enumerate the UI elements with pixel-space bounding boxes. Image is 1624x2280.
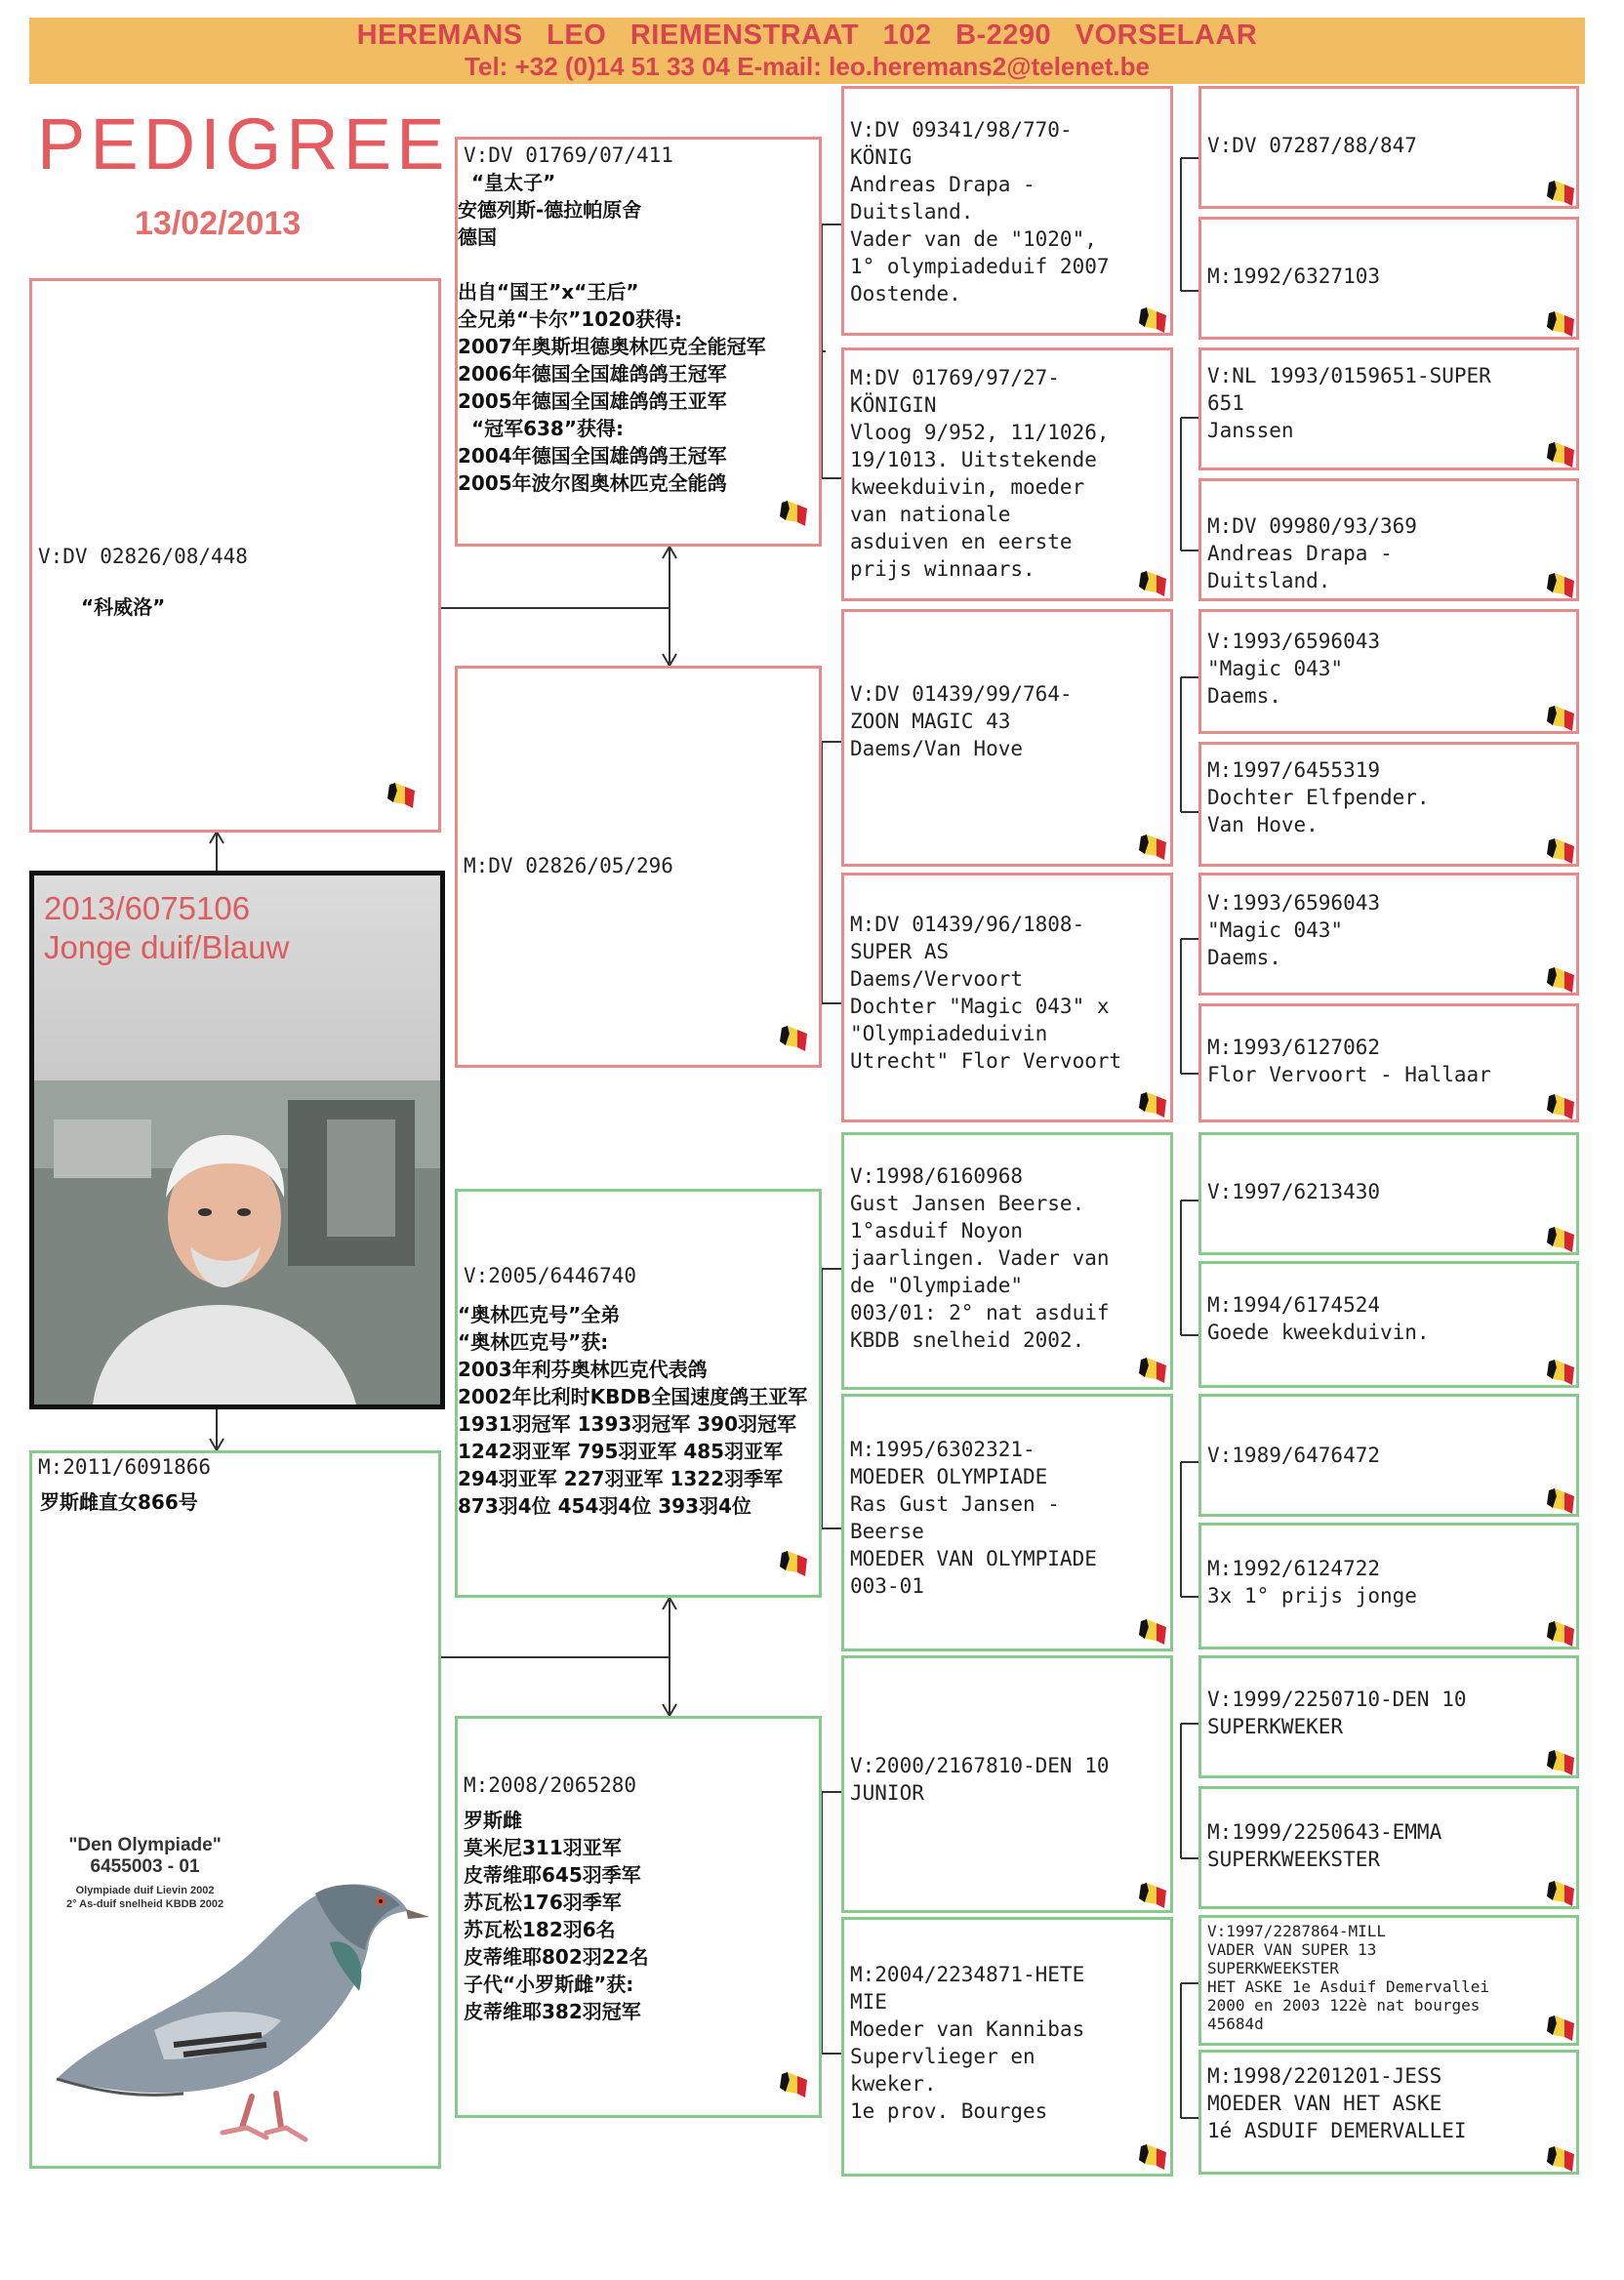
gen3-ring-7: V:2000/2167810-DEN 10 JUNIOR <box>850 1754 1110 1805</box>
grandsire-paternal-chinese-note: “皇太子” 安德列斯-德拉帕原舍 德国 出自“国王”x“王后” 全兄弟“卡尔”1020获得: 2007年奥斯坦德奥林匹克全能冠军 2006年德国全国雄鸽鸽王冠军 2005年德国全国雄鸽鸽王亚军 “冠军638”获得: 2004年德国全国雄鸽鸽王冠军 2005年波尔图奥林匹克全能鸽 <box>458 171 766 495</box>
olympiade-pigeon-image <box>37 1835 437 2162</box>
belgium-flag-icon <box>1135 1354 1170 1385</box>
gen4-box-13 <box>1198 1655 1579 1778</box>
granddam-maternal-ring: M:2008/2065280 <box>464 1773 637 1797</box>
belgium-flag-icon <box>1543 307 1578 339</box>
subject-photo <box>29 871 445 1409</box>
gen4-box-6 <box>1198 742 1579 867</box>
gen4-ring-8: M:1993/6127062 Flor Vervoort - Hallaar <box>1207 1036 1491 1086</box>
gen3-box-3 <box>841 609 1173 867</box>
belgium-flag-icon <box>776 2068 811 2099</box>
granddam-paternal-ring: M:DV 02826/05/296 <box>464 854 673 877</box>
belgium-flag-icon <box>1135 304 1170 335</box>
gen4-box-4 <box>1198 478 1579 601</box>
gen3-ring-3: V:DV 01439/99/764- ZOON MAGIC 43 Daems/Van Hove <box>850 682 1073 760</box>
belgium-flag-icon <box>1543 1090 1578 1121</box>
granddam-maternal-chinese-note: 罗斯雌 莫米尼311羽亚军 皮蒂维耶645羽季军 苏瓦松176羽季军 苏瓦松182羽6名 皮蒂维耶802羽22名 子代“小罗斯雌”获: 皮蒂维耶382羽冠军 <box>464 1809 649 2023</box>
gen4-box-11 <box>1198 1394 1579 1517</box>
belgium-flag-icon <box>1135 2140 1170 2172</box>
gen4-box-12 <box>1198 1523 1579 1649</box>
grandsire-paternal-ring: V:DV 01769/07/411 <box>464 143 673 167</box>
dam-ring: M:2011/6091866 <box>38 1455 212 1479</box>
sire-ring: V:DV 02826/08/448 <box>38 545 248 568</box>
gen3-box-2 <box>841 347 1173 601</box>
gen3-box-8 <box>841 1917 1173 2177</box>
pedigree-date: 13/02/2013 <box>135 205 302 242</box>
gen3-box-6 <box>841 1394 1173 1651</box>
belgium-flag-icon <box>1543 2142 1578 2174</box>
gen4-ring-12: M:1992/6124722 3x 1° prijs jonge <box>1207 1557 1417 1608</box>
belgium-flag-icon <box>1135 1088 1170 1120</box>
breeder-address: HEREMANS LEO RIEMENSTRAAT 102 B-2290 VORSELAAR <box>356 20 1258 51</box>
belgium-flag-icon <box>776 497 811 528</box>
gen3-ring-1: V:DV 09341/98/770- KÖNIG Andreas Drapa - Duitsland. Vader van de "1020", 1° olympiadeduif 2007 Oostende. <box>850 118 1110 305</box>
belgium-flag-icon <box>1543 569 1578 600</box>
belgium-flag-icon <box>1543 1485 1578 1516</box>
granddam-paternal-box <box>455 666 822 1068</box>
gen3-ring-4: M:DV 01439/96/1808- SUPER AS Daems/Vervoort Dochter "Magic 043" x "Olympiadeduivin Utrecht" Flor Vervoort <box>850 913 1122 1073</box>
granddam-maternal-box <box>455 1716 822 2118</box>
gen4-box-14 <box>1198 1786 1579 1909</box>
gen4-ring-15: V:1997/2287864-MILL VADER VAN SUPER 13 SUPERKWEEKSTER HET ASKE 1e Asduif Demervallei 2000 en 2003 122è nat bourges 45684d <box>1207 1922 1489 2033</box>
page-title: PEDIGREE <box>37 103 450 184</box>
grandsire-maternal-box <box>455 1189 822 1598</box>
belgium-flag-icon <box>776 1547 811 1578</box>
gen4-box-8 <box>1198 1003 1579 1122</box>
belgium-flag-icon <box>1135 1879 1170 1910</box>
belgium-flag-icon <box>776 1022 811 1053</box>
belgium-flag-icon <box>1135 1615 1170 1647</box>
belgium-flag-icon <box>1135 831 1170 862</box>
gen4-ring-13: V:1999/2250710-DEN 10 SUPERKWEKER <box>1207 1688 1467 1738</box>
subject-ring: 2013/6075106 Jonge duif/Blauw <box>44 890 290 965</box>
gen4-box-2 <box>1198 217 1579 340</box>
gen3-box-7 <box>841 1655 1173 1913</box>
belgium-flag-icon <box>1543 177 1578 208</box>
gen4-box-10 <box>1198 1261 1579 1388</box>
belgium-flag-icon <box>1543 702 1578 733</box>
belgium-flag-icon <box>1543 2012 1578 2043</box>
belgium-flag-icon <box>1543 963 1578 995</box>
gen4-ring-10: M:1994/6174524 Goede kweekduivin. <box>1207 1293 1430 1344</box>
gen4-ring-7: V:1993/6596043 "Magic 043" Daems. <box>1207 891 1381 969</box>
gen3-box-1 <box>841 86 1173 336</box>
gen4-ring-1: V:DV 07287/88/847 <box>1207 134 1417 157</box>
breeder-contact: Tel: +32 (0)14 51 33 04 E-mail: leo.heremans2@telenet.be <box>465 52 1150 81</box>
gen3-ring-6: M:1995/6302321- MOEDER OLYMPIADE Ras Gust Jansen - Beerse MOEDER VAN OLYMPIADE 003-01 <box>850 1438 1097 1598</box>
grandsire-paternal-box <box>455 137 822 547</box>
belgium-flag-icon <box>384 779 419 810</box>
gen4-ring-6: M:1997/6455319 Dochter Elfpender. Van Hove. <box>1207 758 1430 836</box>
gen4-ring-11: V:1989/6476472 <box>1207 1444 1381 1467</box>
belgium-flag-icon <box>1543 1746 1578 1777</box>
gen4-ring-5: V:1993/6596043 "Magic 043" Daems. <box>1207 630 1381 708</box>
gen3-ring-8: M:2004/2234871-HETE MIE Moeder van Kannibas Supervlieger en kweker. 1e prov. Bourges <box>850 1963 1085 2123</box>
sire-box <box>29 278 441 833</box>
olympiade-caption: "Den Olympiade" 6455003 - 01 Olympiade duif Lievin 2002 2° As-duif snelheid KBDB 2002 <box>66 1835 224 1910</box>
belgium-flag-icon <box>1543 835 1578 866</box>
belgium-flag-icon <box>1543 1617 1578 1649</box>
gen4-box-15 <box>1198 1915 1579 2046</box>
dam-chinese-note: 罗斯雌直女866号 <box>40 1490 198 1514</box>
gen4-ring-9: V:1997/6213430 <box>1207 1180 1381 1203</box>
breeder-portrait <box>34 1080 440 1405</box>
grandsire-maternal-ring: V:2005/6446740 <box>464 1264 637 1287</box>
gen4-box-3 <box>1198 347 1579 470</box>
gen3-box-5 <box>841 1132 1173 1390</box>
belgium-flag-icon <box>1543 438 1578 469</box>
gen4-ring-16: M:1998/2201201-JESS MOEDER VAN HET ASKE 1é ASDUIF DEMERVALLEI <box>1207 2064 1467 2142</box>
gen4-ring-4: M:DV 09980/93/369 Andreas Drapa - Duitsland. <box>1207 514 1417 592</box>
gen4-box-1 <box>1198 86 1579 209</box>
belgium-flag-icon <box>1543 1223 1578 1254</box>
grandsire-maternal-chinese-note: “奥林匹克号”全弟 “奥林匹克号”获: 2003年利芬奥林匹克代表鸽 2002年比利时KBDB全国速度鸽王亚军 1931羽冠军 1393羽冠军 390羽冠军 1242羽亚军 795羽亚军 485羽亚军 294羽亚军 227羽亚军 1322羽季军 873羽4位 454羽4位 393羽4位 <box>458 1303 808 1518</box>
belgium-flag-icon <box>1135 567 1170 598</box>
gen3-box-4 <box>841 873 1173 1122</box>
gen4-ring-14: M:1999/2250643-EMMA SUPERKWEEKSTER <box>1207 1820 1442 1871</box>
gen4-box-5 <box>1198 609 1579 734</box>
gen4-ring-3: V:NL 1993/0159651-SUPER 651 Janssen <box>1207 364 1491 442</box>
gen4-box-7 <box>1198 873 1579 996</box>
gen3-ring-2: M:DV 01769/97/27- KÖNIGIN Vloog 9/952, 11/1026, 19/1013. Uitstekende kweekduivin, moeder van nationale asduiven en eerste prijs winnaars. <box>850 366 1110 581</box>
gen4-box-16 <box>1198 2050 1579 2175</box>
belgium-flag-icon <box>1543 1877 1578 1908</box>
gen4-box-9 <box>1198 1132 1579 1255</box>
gen3-ring-5: V:1998/6160968 Gust Jansen Beerse. 1°asduif Noyon jaarlingen. Vader van de "Olympiade" 003/01: 2° nat asduif KBDB snelheid 2002. <box>850 1164 1110 1352</box>
belgium-flag-icon <box>1543 1356 1578 1387</box>
sire-chinese-note: “科威洛” <box>81 595 166 619</box>
gen4-ring-2: M:1992/6327103 <box>1207 265 1381 288</box>
